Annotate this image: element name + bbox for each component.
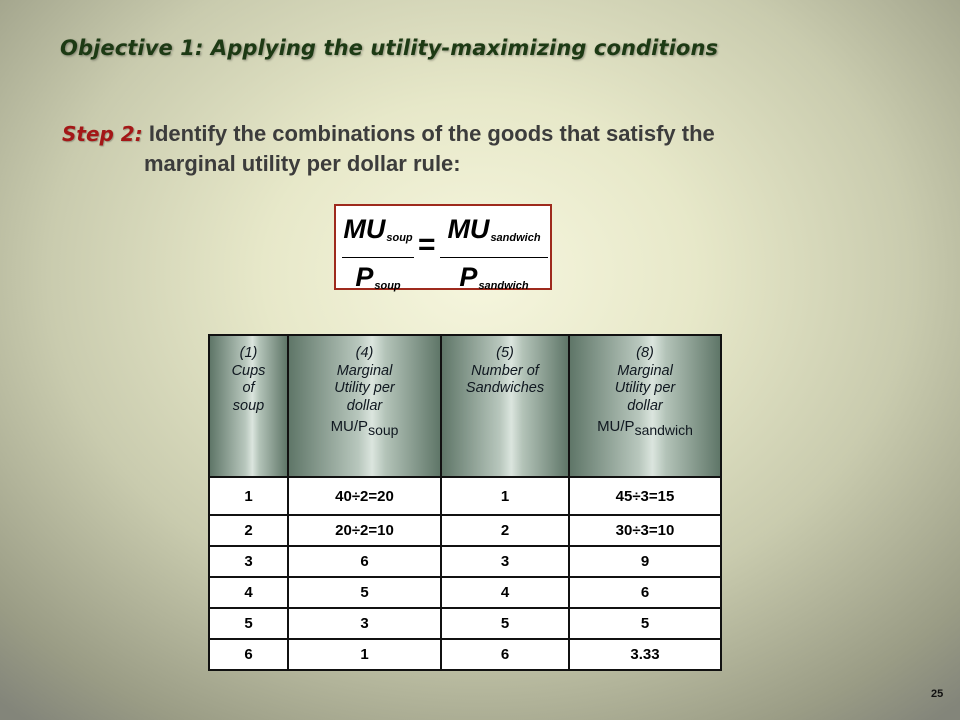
header-number-of-sandwiches: (5) Number of Sandwiches (441, 335, 569, 477)
table-cell: 30÷3=10 (569, 515, 721, 546)
soup-denominator-subscript: soup (374, 280, 401, 292)
soup-numerator-subscript: soup (386, 232, 413, 244)
header-mu-per-dollar-soup: (4) Marginal Utility per dollar $MU/P_{soup}$ (288, 335, 441, 477)
step-text (62, 119, 882, 179)
soup-fraction-bar (342, 257, 414, 258)
table-row (209, 477, 721, 515)
table-cell: 2 (441, 515, 569, 546)
table-header-row (209, 335, 721, 477)
table-cell: 6 (288, 546, 441, 577)
soup-denominator: P (355, 262, 374, 292)
sandwich-numerator: MU (447, 214, 490, 244)
soup-fraction (342, 212, 414, 303)
step-label: Step 2: (62, 122, 143, 146)
table-cell: 9 (569, 546, 721, 577)
table-cell: 3 (209, 546, 288, 577)
table-row (209, 515, 721, 546)
slide-title: Objective 1: Applying the utility-maximizing conditions (60, 36, 719, 60)
table-cell: 1 (441, 477, 569, 515)
table-cell: 5 (209, 608, 288, 639)
table-cell: 5 (569, 608, 721, 639)
table-row (209, 577, 721, 608)
step-line-2: marginal utility per dollar rule: (144, 151, 461, 176)
sandwich-denominator-subscript: sandwich (478, 280, 529, 292)
table-cell: 4 (209, 577, 288, 608)
equals-sign: = (418, 228, 436, 261)
header-cups-of-soup: (1) Cups of soup (209, 335, 288, 477)
step-line-1: Identify the combinations of the goods that satisfy the (148, 121, 715, 146)
table-cell: 4 (441, 577, 569, 608)
sandwich-denominator: P (459, 262, 478, 292)
utility-table (208, 334, 722, 671)
table-cell: 5 (441, 608, 569, 639)
page-number: 25 (931, 688, 944, 700)
table-row (209, 608, 721, 639)
sandwich-numerator-subscript: sandwich (490, 232, 541, 244)
table-cell: 1 (288, 639, 441, 670)
table-cell: 2 (209, 515, 288, 546)
table-cell: 6 (569, 577, 721, 608)
table-cell: 6 (441, 639, 569, 670)
table-cell: 3 (288, 608, 441, 639)
table-row (209, 639, 721, 670)
table-cell: 40÷2=20 (288, 477, 441, 515)
sandwich-fraction (440, 212, 548, 303)
table-cell: 20÷2=10 (288, 515, 441, 546)
soup-numerator: MU (343, 214, 386, 244)
table-cell: 6 (209, 639, 288, 670)
utility-formula-box (334, 204, 552, 290)
header-mu-per-dollar-sandwich: (8) Marginal Utility per dollar $MU/P_{sandwich}$ (569, 335, 721, 477)
table-cell: 45÷3=15 (569, 477, 721, 515)
table-cell: 5 (288, 577, 441, 608)
table-cell: 3.33 (569, 639, 721, 670)
table-cell: 1 (209, 477, 288, 515)
sandwich-fraction-bar (440, 257, 548, 258)
table-cell: 3 (441, 546, 569, 577)
table-row (209, 546, 721, 577)
